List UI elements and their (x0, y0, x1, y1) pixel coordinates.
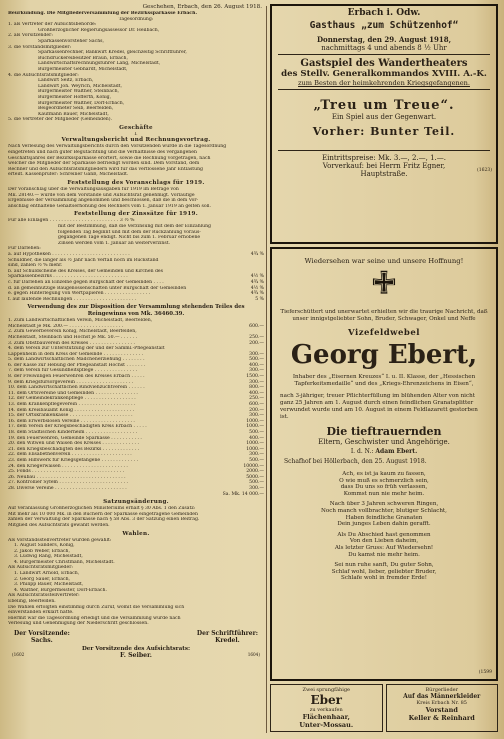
member-line: Landwirtschaftsrechnungsführer Lang, Michelstadt, (38, 61, 161, 67)
member-line: Großherzoglicher Regierungsassessor Dr. Heilbach, (38, 27, 160, 33)
paragraph-line: Auf Veranlassung Großherzoglichen Ministeriums erhält § 30 Abs. 1 den Zusatz: (8, 506, 196, 512)
ad-line: Kreis Erbach Nr. 85 (416, 700, 467, 706)
member-line: Beigeordneter Seib, Beerfelden, (38, 106, 114, 112)
signature-secretary (197, 630, 258, 644)
section-heading: Feststellung der Zinssätze für 1919. (73, 211, 198, 218)
row-value: 1000.— (246, 446, 264, 452)
poem-line: Kommst nun nie mehr heim. (343, 490, 425, 497)
row-label: Lappenheim in dem Kreis der Gemeinde . . . . . . . . . . . . . . (8, 351, 144, 357)
row-label: a. auf Hypotheken . . . . . . . . . . . . . . . . . . . . . . . . . . . (8, 251, 130, 257)
row-value: 600.— (249, 402, 264, 408)
row-value: 300.— (249, 413, 264, 419)
ad-line: Flächenhaar, (302, 713, 350, 721)
row-value: 500.— (249, 457, 264, 463)
obituary-place: Schafhof bei Höllerbach, den 25. August 1918. (284, 458, 427, 465)
ad-line: Bürgerlieder (425, 687, 459, 693)
ad-line: Vorstand (425, 706, 458, 714)
paragraph-line: 2. Georg Sauer, Erbach, (14, 576, 70, 582)
paragraph-line: Rechner und den Aufsichtsratsmitgliedern wird für das verflossene Jahr Entlastung (8, 166, 203, 172)
section-heading: Satzungsänderung. (103, 499, 169, 506)
signature-name: F. Seiber. (120, 652, 152, 659)
obituary-mourners: Die tieftrauernden (326, 425, 442, 438)
row-value: 250.— (249, 334, 264, 340)
dateline: Geschehen, Erbach, den 26. August 1918. (142, 4, 262, 10)
table-row (8, 297, 264, 303)
row-label: Sparkassenbezirks . . . . . . . . . . . . . . . . . . . . . . . . . . (8, 274, 128, 280)
obituary-ia-name: Adam Ebert. (375, 448, 418, 455)
ad-eber (270, 684, 383, 732)
row-label: 11. dem Ortsvereine und Gemeinden . . . . . . . . . . . . . . . (8, 390, 138, 396)
row-label: Schuldner, die länger als ½ Jahr nach Verfall noch im Rückstand (8, 257, 159, 263)
paragraph-line: 3. Ludwig Rang, Michelstadt, (14, 554, 83, 560)
member-line: 5. die Vertreter der Mitglieder (Gemeinden). (8, 117, 113, 123)
member-line: Sparkassenvorsteher Sachs, (38, 38, 104, 44)
heading-line-2: Tagesordnung: (118, 16, 154, 22)
paragraph-line: Als Vorstandsstellvertreter wurden gewählt: (8, 537, 112, 543)
row-label: 10. dem Landwirtschaftlichen Rindviehzuchtverein . . . . . . (8, 385, 145, 391)
theater-corps: des Stellv. Generalkommandos XVIII. A.-K. (281, 69, 487, 79)
obituary-name: Georg Ebert, (290, 340, 478, 370)
poem-line: Nach über 3 Jahren schweren Ringen, (329, 501, 439, 508)
paragraph-line: Als Aufsichtsratsstellvertreter: (8, 593, 80, 599)
row-value: 400.— (249, 390, 264, 396)
signature-name: Kredel. (215, 637, 240, 644)
theater-ad (270, 4, 498, 244)
member-line: 1. als Vertreter der Aufsichtsbehörde: (8, 22, 97, 28)
paragraph-line: Verlesung und Genehmigung der Niederschrift geschlossen. (8, 621, 149, 627)
row-value: 800.— (249, 385, 264, 391)
row-label: 6. der Kasse zur Hebung der Pflegeanstalt Höchst . . . . . . . (8, 362, 146, 368)
poem-line: dass Du uns so früh verlassen, (340, 484, 428, 491)
row-label: e. gegen Hinterlegung von Wertpapieren . . . . . . . . . . . . . . . . (8, 291, 151, 297)
row-value: 1000.— (246, 441, 264, 447)
row-label: d. an gemeinnützige Baugenossenschaften unter Bürgschaft der Gemeinden (8, 285, 187, 291)
theater-date: Donnerstag, den 29. August 1918, (316, 35, 452, 44)
elections-list (8, 538, 264, 628)
member-line: 2. als Vorsitzender: (8, 33, 53, 39)
theater-town: Erbach i. Odw. (347, 8, 421, 18)
paragraph-line: Mitglied des Aufsichtsrats gewählt werden. (8, 522, 110, 528)
row-value: 400.— (249, 362, 264, 368)
row-label: 5. dem Landwirtschaftlichen Mädchenerziehung . . . . . . . . (8, 357, 145, 363)
ad-line: Zwei sprungfähige (302, 687, 350, 693)
theater-guest: Gastspiel des Wandertheaters (300, 58, 468, 69)
ad-headline: Eber (310, 693, 342, 707)
member-line: Sparkassenrechner, Bankwirt Kredel, gleichzeitig Schriftführer, (38, 50, 187, 56)
paragraph-line: 1. Landwirt Arnold, Erbach, (14, 571, 80, 577)
row-label: 3. Zum Obstbauverein des Kreises . . . . . . . . . . . . . . . . (8, 340, 135, 346)
signature-role: Der Vorsitzende des Aufsichtsrats: (81, 646, 191, 652)
member-line: Bürgermeister Hofferth, König, (38, 94, 112, 100)
theater-genre: Ein Spiel aus der Gegenwart. (331, 113, 437, 121)
paragraph-line: Als Aufsichtsratsmitglieder: (8, 565, 73, 571)
row-label: 28. Diverse Vereine . . . . . . . . . . . . . . . . . . . . . . . . . (8, 485, 127, 491)
row-label: Michelstadt je Mk. 200.— . . . . . . . . . . . . . . . . . . . (8, 323, 124, 329)
signatures-row (8, 630, 264, 644)
poem-stanza (272, 532, 496, 558)
row-label: 24. den Kriegerwaisen . . . . . . . . . . . . . . . . . . . . . . . (8, 463, 128, 469)
row-value: 300.— (249, 368, 264, 374)
obituary-mourners-list: Eltern, Geschwister und Angehörige. (318, 438, 450, 446)
row-value: 200.— (249, 340, 264, 346)
member-line: Buchdruckereibesitzer Braun, Erbach, (38, 55, 128, 61)
poem-line: Schlaf wohl, lieber, geliebter Bruder, (331, 568, 437, 575)
row-value: 500.— (249, 480, 264, 486)
poem-line: Du kamst nie mehr heim. (348, 551, 420, 558)
row-value: 1000.— (246, 418, 264, 424)
poem-line: Dein junges Leben dahin gerafft. (337, 521, 431, 528)
row-label: 22. dem Elisabethenverein . . . . . . . . . . . . . . . . . . . . . (8, 452, 132, 458)
theater-time: nachmittags 4 und abends 8 ½ Uhr (321, 44, 447, 52)
member-line: Landwirt Joh. Weyrich, Michelstadt, (38, 83, 122, 89)
row-label: 25. Fonds . . . . . . . . . . . . . . . . . . . . . . . . . . . . . . . . (8, 469, 125, 475)
theater-prices: Eintrittspreise: Mk. 3.—, 2.—, 1.—. (321, 154, 447, 162)
row-value: 4¾ % (250, 251, 264, 257)
obituary-ia: I. d. N.: (350, 448, 374, 455)
iron-cross-icon (272, 269, 496, 303)
row-label: 7. dem Verein für Gesundheitspflege . . . . . . . . . . . . . . . (8, 368, 138, 374)
row-value: 500.— (249, 357, 264, 363)
rates-list (8, 246, 264, 302)
row-label: 26. Neubau . . . . . . . . . . . . . . . . . . . . . . . . . . . . . . . (8, 474, 126, 480)
small-ads (270, 684, 498, 732)
row-value: 1000.— (246, 424, 264, 430)
ad-line: Unter-Mossau. (299, 721, 354, 729)
sum-row (8, 492, 264, 498)
paragraph-line: Für alle Einlagen . . . . . . . . . . . . . . . . . . . . . . . . 3 ½ % (8, 218, 135, 224)
row-value: 5 % (255, 296, 264, 302)
paragraph-line: 1. August Sanders, König, (14, 543, 75, 549)
row-label: 2. Zum Gewerbeverein König, Michelstadt, Beerfelden, (8, 329, 137, 335)
paragraph-line: erteilt. Kassenprüfer: Schreiner Ganß, Michelstadt. (8, 172, 129, 178)
ad-headline: Auf das Männerkleider (403, 693, 481, 700)
paragraph-line: Ebeling, Beerfelden. (8, 599, 56, 605)
row-label: Für Darlehen: (8, 246, 41, 252)
row-value: 1500.— (246, 374, 264, 380)
theater-benefit: zum Besten der heimkehrenden Kriegsgefangenen. (298, 79, 470, 87)
row-label: 13. dem Krankenpflegeverein . . . . . . . . . . . . . . . . . . . . (8, 402, 136, 408)
obituary-ad (270, 247, 498, 681)
paragraph-line: Mit mehr als 10 000 Mk. in den Büchern der Sparkasse eingetragene Gemeinden (8, 511, 198, 517)
section-heading: Wahlen. (122, 530, 150, 537)
ad-code: 1604) (247, 652, 260, 657)
paragraph-line: Die Wahlen erfolgten einstimmig durch Zuruf, womit die Versammlung sich (8, 604, 185, 610)
row-label: 27. Kontrollier Syfem . . . . . . . . . . . . . . . . . . . . . . . . (8, 480, 128, 486)
paragraph-line: Ergebnisse der Versammlung angenommen und beschlossen, daß die in dem Vor- (8, 198, 199, 204)
allocation-list (8, 318, 264, 491)
row-label: 19. den Feuerwehren, Gemeinde Sparkasse . . . . . . . . . . . (8, 435, 142, 441)
member-line: Bürgermeister Gebhardt, Michelstadt, (38, 66, 128, 72)
row-label: b. auf Schuldscheine des Kreises, der Gemeinden und Kirchen des (8, 268, 164, 274)
row-value: 4¾ % (250, 279, 264, 285)
poem-line: Haben feindliche Granaten (345, 514, 423, 521)
theater-venue: Gasthaus „zum Schützenhof“ (309, 20, 459, 31)
row-label: 9. dem Kriegsfürsorgeverein . . . . . . . . . . . . . . . . . . . . (8, 379, 134, 385)
paragraph-line: Hiermit war die Tagesordnung erledigt und die Versammlung wurde nach (8, 615, 181, 621)
paragraph-line: 4. Walther, Bürgermeister, Dorf-Erbach. (14, 587, 107, 593)
paragraph-line: Mk. 28140.— wurde von dem Vorstande und Aufsichtsrat genehmigt. Vorläufige (8, 192, 195, 198)
row-value: 300.— (249, 351, 264, 357)
row-value: 500.— (249, 430, 264, 435)
obituary-signed (272, 448, 496, 455)
paragraph-line: einverstanden erklärt hatte. (8, 610, 74, 616)
row-label: 18. dem Städtischen Kinderheim . . . . . . . . . . . . . . . . . . (8, 430, 138, 435)
paragraph-line: Der Voranschlag über die Verwaltungsausgaben für 1919 im Betrage von (8, 187, 179, 193)
poem-line: Von den Lieben daheim, (349, 538, 419, 545)
column-divider (266, 6, 267, 733)
paragraph-line: Geschäftsjahres der Bezirkssparkasse erörtert, sowie die Rechnung vorgetragen, nach (8, 155, 211, 161)
paragraph-line: folgenden Tag beginnt und mit dem der Rückzahlung voraus- (58, 229, 201, 235)
member-line: Bürgermeister Walther, Steinbach, (38, 89, 119, 95)
row-value: 300.— (249, 485, 264, 491)
row-value: 300.— (249, 379, 264, 385)
poem-line: Ach, es ist ja kaum zu fassen, (342, 471, 426, 477)
ad-club (386, 684, 499, 732)
member-line: Kaufmann Bauer, Michelstadt, (38, 111, 109, 117)
row-label: f. auf laufende Rechnungen . . . . . . . . . . . . . . . . . . . . . . (8, 296, 137, 302)
row-label: 14. dem Kreisbauamt König . . . . . . . . . . . . . . . . . . . . . (8, 407, 135, 413)
poem-stanza (272, 562, 496, 582)
row-label: 4. dem Verein zur Unterstützung der und der Samml.-Pflegeanstalt (8, 346, 165, 352)
row-value: 4½ % (250, 274, 264, 280)
paragraph-line: welcher die Mitglieder der Sparkasse befriedigt worden sind. Dem Vorstand, dem (8, 161, 200, 167)
poem-stanza (272, 501, 496, 527)
paragraph-line: mit der Bestimmung, daß die Verzinsung mit dem der Einzahlung (58, 224, 211, 229)
row-label: 17. dem Verein der Kriegsbeschädigten Kreis Erbach . . . . . (8, 424, 147, 430)
poem-line: Als Du Abschied hast genommen (337, 531, 431, 538)
theater-play: „Treu um Treue“. (313, 98, 455, 113)
poem-line: O wie muß es schmerzlich sein, (339, 477, 429, 484)
theater-second: Vorher: Bunter Teil. (312, 125, 456, 138)
paragraph-line: 3. Philipp Bauer, Michelstadt, (14, 582, 84, 588)
row-label: sind, zahlen ½ % mehr. (8, 263, 63, 269)
ad-code: (1623) (477, 168, 492, 173)
row-label: 1. Zum Landwirtschaftlichen Verein, Michelstadt, Beerfelden, (8, 318, 153, 324)
member-line: 4. die Aufsichtsratsmitglieder: (8, 72, 79, 78)
obituary-rank: Vizefeldwebel (348, 328, 420, 338)
member-line: 3. die Vorstandsmitglieder: (8, 44, 72, 50)
obituary-poem (272, 471, 496, 582)
paragraph-line: eingetreten und nach guter Begutachtung und die Verhältnisse des vergangenen (8, 150, 197, 156)
paragraph-line: 2. Jakob Weber, Erbach, (14, 548, 70, 554)
row-label: 12. der Gemeindekrankenpflege . . . . . . . . . . . . . . . . . . (8, 396, 136, 402)
poem-line: Noch manch vollbrachter, blutiger Schlacht, (321, 507, 447, 514)
row-label: 16. dem Erwerbslosen Vereine . . . . . . . . . . . . . . . . . . . (8, 418, 135, 424)
signature-chair (14, 630, 70, 644)
signature-name: Sachs. (31, 637, 53, 644)
paragraph-line: 4. Bürgermeister Christmann, Michelstadt. (14, 559, 115, 565)
row-value: 250.— (249, 396, 264, 402)
obituary-honors: Inhaber des „Eisernen Kreuzes“ I. u. II. Klasse, der „Hessischen Tapferkeitsmedaille“ und des „Kriegs-Ehrenzeichens in Eisen“, (292, 374, 476, 387)
row-value: 300.— (249, 452, 264, 458)
section-label: I. (134, 131, 138, 137)
section-heading: Verwaltungsbericht und Rechnungsvortrag. (61, 137, 211, 144)
section-heading: Feststellung des Voranschlags für 1919. (67, 180, 205, 187)
poem-stanza (272, 471, 496, 497)
section-title: Geschäfte (119, 124, 153, 131)
section-heading: Verwendung des zur Disposition der Versammlung stehenden Teiles des Reingewinns von Mk. 36460.39. (27, 304, 245, 317)
ad-line: zu verkaufen (309, 707, 343, 713)
obituary-motto: Wiedersehen war seine und unsere Hoffnung! (304, 257, 464, 265)
ad-line: Keller & Reinhard (408, 714, 475, 722)
left-column (8, 4, 264, 734)
theater-presale-place: Hauptstraße. (360, 170, 408, 178)
ad-code: (1602 (12, 652, 25, 657)
poem-line: Schlafe wohl in fremder Erde! (341, 575, 427, 582)
obituary-intro: Tieferschüttert und unerwartet erhielten wir die traurige Nachricht, daß unser innigstgeliebter Sohn, Bruder, Schwager, Onkel und Neffe (280, 309, 488, 322)
poem-line: Als letzter Gruss: Auf Wiedersehn! (334, 544, 434, 551)
paragraph-line: zahlen der Verwaltung der Sparkasse nach § 58 Abs. 3 der Satzung einen Beitrag. (8, 517, 200, 523)
row-value: 10000.— (243, 463, 264, 469)
heading-line-1: Beurkundung. Die Mitgliederversammlung der Bezirkssparkasse Erbach. (8, 11, 198, 16)
row-label: 21. den Kriegsbeschädigten des Bezirks . . . . . . . . . . . . . (8, 446, 140, 452)
signature-role: Der Vorsitzende: (14, 630, 70, 637)
paragraph-line: Nach Verlesung des Verwaltungsberichts durch den Vorsitzenden wurde in die Tagesordnung (8, 144, 227, 150)
row-value: 200.— (249, 407, 264, 413)
row-value: 4½ % (250, 285, 264, 291)
paragraph-line: Zinsen werden vom 1. Januar an weiterverzinst. (58, 240, 171, 246)
signature-board (8, 646, 264, 659)
row-label: Michelstadt, Steinbach und Höchst je Mk. 50.— . . . . . . (8, 334, 138, 340)
row-value: 400.— (249, 435, 264, 441)
obituary-details: nach 3-jähriger, treuer Pflichterfüllung im blühenden Alter von nicht ganz 25 Jahren am 1. August durch einen feindlichen Granatsplitter verwundet wurde und am 10. August in einem Feldlazarett gestorben ist. (280, 393, 478, 420)
member-list (8, 22, 264, 123)
row-label: 8. der Freiwilligen Feuerwehren des Kreises Erbach . . . . . (8, 374, 145, 380)
sum-value: Sa. Mk. 14 000.— (222, 491, 264, 497)
paragraph-line: anschlag enthaltene Gehaltserhöhung des Rechners vom 1. Januar 1919 an gelten soll. (8, 203, 211, 209)
row-value: 2000.— (246, 469, 264, 475)
paragraph-line: gegangenen Tage endigt. Nicht bis zum 1. Februar erhobene (58, 235, 201, 241)
row-value: 5000.— (246, 474, 264, 480)
ad-code: (1599 (478, 670, 492, 675)
row-value: 600.— (249, 323, 264, 329)
signature-role: Der Schriftführer: (196, 630, 258, 637)
theater-presale: Vorverkauf: bei Herrn Fritz Egner, (322, 162, 446, 170)
row-value: 4¾ % (250, 291, 264, 297)
member-line: Bürgermeister Walther, Dorf-Erbach, (38, 100, 125, 106)
row-label: 23. dem Hilfswerk für Kriegsgefangene . . . . . . . . . . . . . (8, 457, 139, 463)
poem-line: Sei nun ruhe sanft, Du guter Sohn, (334, 562, 434, 569)
member-line: Landwirt Seitz, Erbach, (38, 78, 94, 84)
row-label: 15. der Ortskrankenkasse . . . . . . . . . . . . . . . . . . . . . . (8, 413, 133, 419)
row-label: 20. den Witwen und Waisen des Kreises . . . . . . . . . . . . . (8, 441, 139, 447)
row-label: c. für Darlehen an Einzelne gegen Bürgschaft der Gemeinden . . . . (8, 279, 164, 285)
right-column (270, 4, 498, 734)
